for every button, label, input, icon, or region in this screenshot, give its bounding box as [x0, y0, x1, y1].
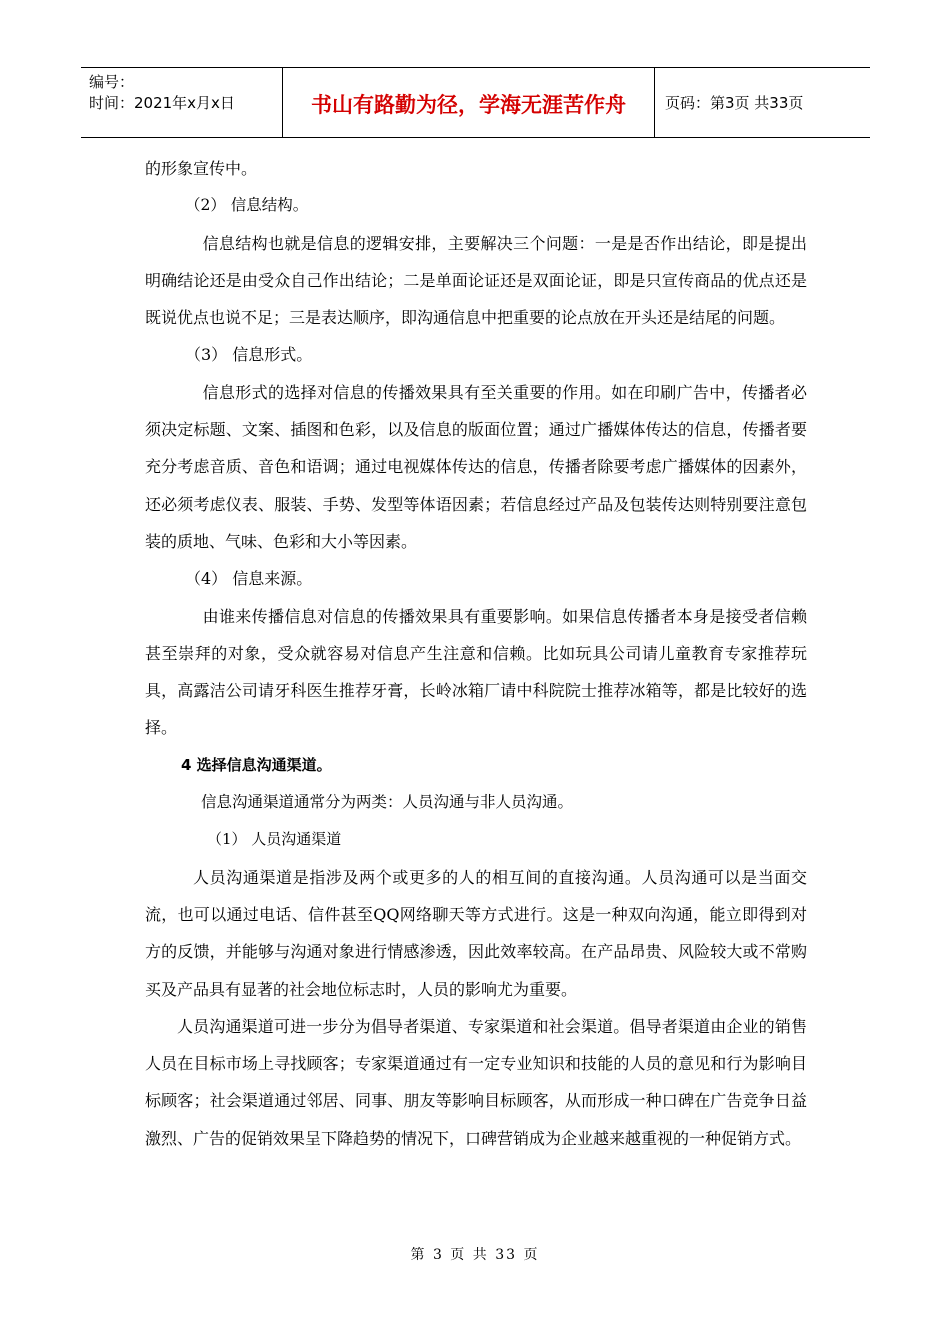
subheading-form: （3） 信息形式。	[185, 345, 313, 365]
paragraph-source: 由谁来传播信息对信息的传播效果具有重要影响。如果信息传播者本身是接受者信赖甚至崇拜的对象，受众就容易对信息产生注意和信赖。比如玩具公司请儿童教育专家推荐玩具，高露洁公司请牙科医生推荐牙膏，长岭冰箱厂请中科院院士推荐冰箱等，都是比较好的选择。	[145, 606, 807, 738]
subheading-structure: （2） 信息结构。	[185, 196, 309, 215]
paragraph-structure: 信息结构也就是信息的逻辑安排，主要解决三个问题：一是是否作出结论，即是提出明确结论还是由受众自己作出结论；二是单面论证还是双面论证，即是只宣传商品的优点还是既说优点也说不足；三是表达顺序，即沟通信息中把重要的论点放在开头还是结尾的问题。	[145, 233, 807, 328]
section-heading-4: 4 选择信息沟通渠道。	[181, 755, 332, 774]
subheading-personal: （1） 人员沟通渠道	[207, 830, 342, 849]
paragraph-continuation: 的形象宣传中。	[145, 159, 258, 178]
document-body	[145, 150, 807, 1157]
paragraph-channels: 信息沟通渠道通常分为两类：人员沟通与非人员沟通。	[201, 793, 574, 812]
paragraph-form: 信息形式的选择对信息的传播效果具有至关重要的作用。如在印刷广告中，传播者必须决定标题、文案、插图和色彩，以及信息的版面位置；通过广播媒体传达的信息，传播者要充分考虑音质、音色和语调；通过电视媒体传达的信息，传播者除要考虑广播媒体的因素外，还必须考虑仪表、服装、手势、发型等体语因素；若信息经过产品及包装传达则特别要注意包装的质地、气味、色彩和大小等因素。	[145, 382, 807, 551]
header-page-info: 页码：第3页 共33页	[665, 94, 804, 112]
code-label: 编号：	[89, 73, 135, 91]
subheading-source: （4） 信息来源。	[185, 569, 313, 589]
paragraph-personal-1: 人员沟通渠道是指涉及两个或更多的人的相互间的直接沟通。人员沟通可以是当面交流，也可以通过电话、信件甚至QQ网络聊天等方式进行。这是一种双向沟通，能立即得到对方的反馈，并能够与沟通对象进行情感渗透，因此效率较高。在产品昂贵、风险较大或不常购买及产品具有显著的社会地位标志时，人员的影响尤为重要。	[145, 867, 807, 999]
header-meta	[81, 68, 282, 137]
page-footer: 第 3 页 共 33 页	[410, 1247, 540, 1263]
document-header	[81, 67, 870, 138]
paragraph-personal-2: 人员沟通渠道可进一步分为倡导者渠道、专家渠道和社会渠道。倡导者渠道由企业的销售人员在目标市场上寻找顾客；专家渠道通过有一定专业知识和技能的人员的意见和行为影响目标顾客；社会渠道通过邻居、同事、朋友等影响目标顾客，从而形成一种口碑在广告竞争日益激烈、广告的促销效果呈下降趋势的情况下，口碑营销成为企业越来越重视的一种促销方式。	[145, 1016, 807, 1148]
header-motto: 书山有路勤为径，学海无涯苦作舟	[282, 68, 655, 137]
time-label: 时间：2021年x月x日	[89, 94, 235, 112]
